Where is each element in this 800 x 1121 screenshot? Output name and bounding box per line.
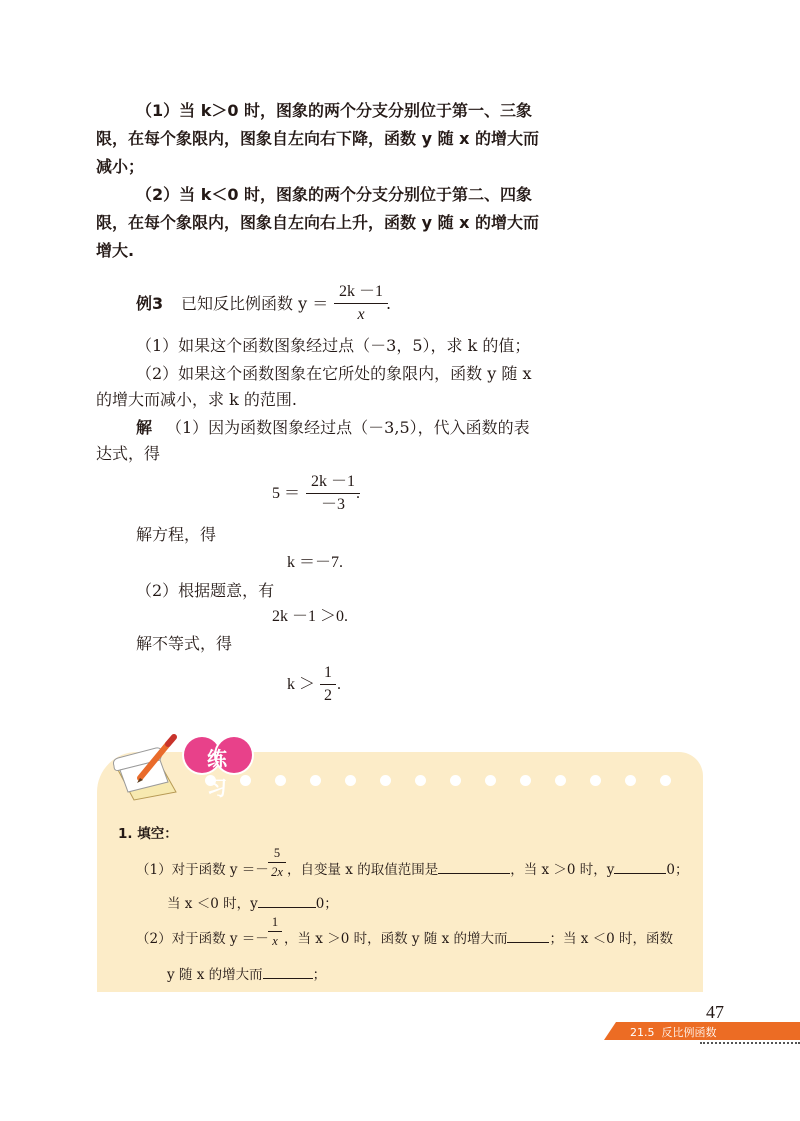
practice-2-denominator: x bbox=[272, 934, 278, 948]
property-1-line-2: 限，在每个象限内，图象自左向右下降，函数 y 随 x 的增大而 bbox=[96, 129, 540, 148]
practice-badge bbox=[184, 737, 254, 800]
property-1-line-3: 减小； bbox=[96, 157, 145, 176]
property-2-line-1: （2）当 k＜0 时，图象的两个分支分别位于第二、四象 bbox=[136, 185, 533, 204]
practice-2-line-2 bbox=[167, 963, 326, 983]
solve-equation-text: 解方程，得 bbox=[136, 525, 217, 544]
practice-1-part-b bbox=[287, 858, 689, 878]
equation-1-numerator: 2k －1 bbox=[310, 473, 355, 490]
solution-label: 解 bbox=[136, 418, 153, 437]
hole-dot bbox=[590, 775, 601, 786]
hole-dot bbox=[625, 775, 636, 786]
practice-1-denominator: 2x bbox=[271, 865, 283, 879]
property-2-line-3: 增大. bbox=[96, 241, 135, 260]
result-2-numerator: 1 bbox=[324, 664, 332, 681]
result-2-denominator: 2 bbox=[324, 687, 332, 704]
solve-inequality-text: 解不等式，得 bbox=[136, 634, 233, 653]
practice-2-text-d: y 随 x 的增大而 bbox=[167, 967, 263, 983]
equation-1-denominator: －3 bbox=[320, 496, 345, 513]
practice-1-text-c: ，当 x ＞0 时，y bbox=[510, 862, 615, 878]
practice-2-fraction bbox=[268, 915, 282, 948]
answer-blank[interactable] bbox=[258, 907, 316, 908]
hole-dot bbox=[555, 775, 566, 786]
result-1: k ＝－7. bbox=[287, 554, 344, 571]
practice-question-1-label: 1. 填空： bbox=[118, 826, 178, 842]
practice-2-numerator: 1 bbox=[271, 915, 279, 929]
hole-dot bbox=[520, 775, 531, 786]
practice-1-text-f: 0； bbox=[315, 896, 338, 912]
equation-1-left: 5 ＝ bbox=[272, 485, 301, 502]
practice-2-text-b: ，当 x ＞0 时，函数 y 随 x 的增大而 bbox=[284, 931, 508, 947]
practice-1-fraction bbox=[268, 846, 286, 879]
hole-dot bbox=[485, 775, 496, 786]
practice-2-line-1-rest bbox=[284, 927, 673, 947]
practice-1-line-2 bbox=[167, 892, 338, 912]
example-stem-end: . bbox=[386, 294, 392, 313]
example-question-1: （1）如果这个函数图象经过点（－3，5），求 k 的值； bbox=[136, 336, 531, 355]
hole-dot bbox=[310, 775, 321, 786]
property-2-line-2: 限，在每个象限内，图象自左向右上升，函数 y 随 x 的增大而 bbox=[96, 213, 540, 232]
solution-part-1-line-1: （1）因为函数图象经过点（－3,5），代入函数的表 bbox=[166, 418, 530, 437]
practice-1-part-a: （1）对于函数 y ＝－ bbox=[136, 862, 269, 878]
practice-2-text-e: ； bbox=[312, 967, 327, 983]
practice-2-part-a: （2）对于函数 y ＝－ bbox=[136, 931, 269, 947]
notebook-pencil-icon bbox=[110, 730, 190, 802]
page-number: 47 bbox=[706, 1002, 724, 1022]
result-2-end: . bbox=[337, 676, 341, 693]
hole-dot bbox=[275, 775, 286, 786]
example-stem: 已知反比例函数 y ＝ bbox=[181, 294, 329, 313]
hole-dot bbox=[345, 775, 356, 786]
result-2-fraction bbox=[320, 664, 336, 705]
example-fraction bbox=[334, 283, 388, 324]
result-2-left: k ＞ bbox=[287, 676, 316, 693]
answer-blank[interactable] bbox=[507, 942, 549, 943]
property-1-line-1: （1）当 k＞0 时，图象的两个分支分别位于第一、三象 bbox=[136, 101, 533, 120]
example-label: 例3 bbox=[136, 294, 164, 313]
inequality: 2k －1 ＞0. bbox=[272, 608, 349, 625]
section-title: 21.5 反比例函数 bbox=[630, 1026, 717, 1039]
hole-dot bbox=[660, 775, 671, 786]
practice-1-numerator: 5 bbox=[273, 846, 281, 860]
practice-1-text-e: 当 x ＜0 时，y bbox=[167, 896, 258, 912]
equation-1-fraction bbox=[306, 473, 360, 514]
practice-1-text-d: 0； bbox=[666, 862, 689, 878]
hole-dot bbox=[415, 775, 426, 786]
answer-blank[interactable] bbox=[263, 978, 313, 979]
answer-blank[interactable] bbox=[438, 873, 510, 874]
example-question-2-line-2: 的增大而减小，求 k 的范围. bbox=[96, 390, 297, 409]
equation-1-end: . bbox=[356, 485, 360, 502]
practice-title: 练习 bbox=[207, 747, 239, 800]
practice-1-text-b: ，自变量 x 的取值范围是 bbox=[287, 862, 439, 878]
example-fraction-numerator: 2k －1 bbox=[338, 283, 383, 300]
solution-part-2: （2）根据题意，有 bbox=[136, 581, 275, 600]
solution-part-1-line-2: 达式，得 bbox=[96, 444, 161, 463]
example-question-2-line-1: （2）如果这个函数图象在它所处的象限内，函数 y 随 x bbox=[136, 364, 532, 383]
answer-blank[interactable] bbox=[614, 873, 666, 874]
practice-2-text-c: ；当 x ＜0 时，函数 bbox=[549, 931, 674, 947]
hole-dot bbox=[450, 775, 461, 786]
footer-dotted-line bbox=[700, 1042, 800, 1044]
hole-dot bbox=[380, 775, 391, 786]
example-fraction-denominator: x bbox=[357, 306, 365, 323]
